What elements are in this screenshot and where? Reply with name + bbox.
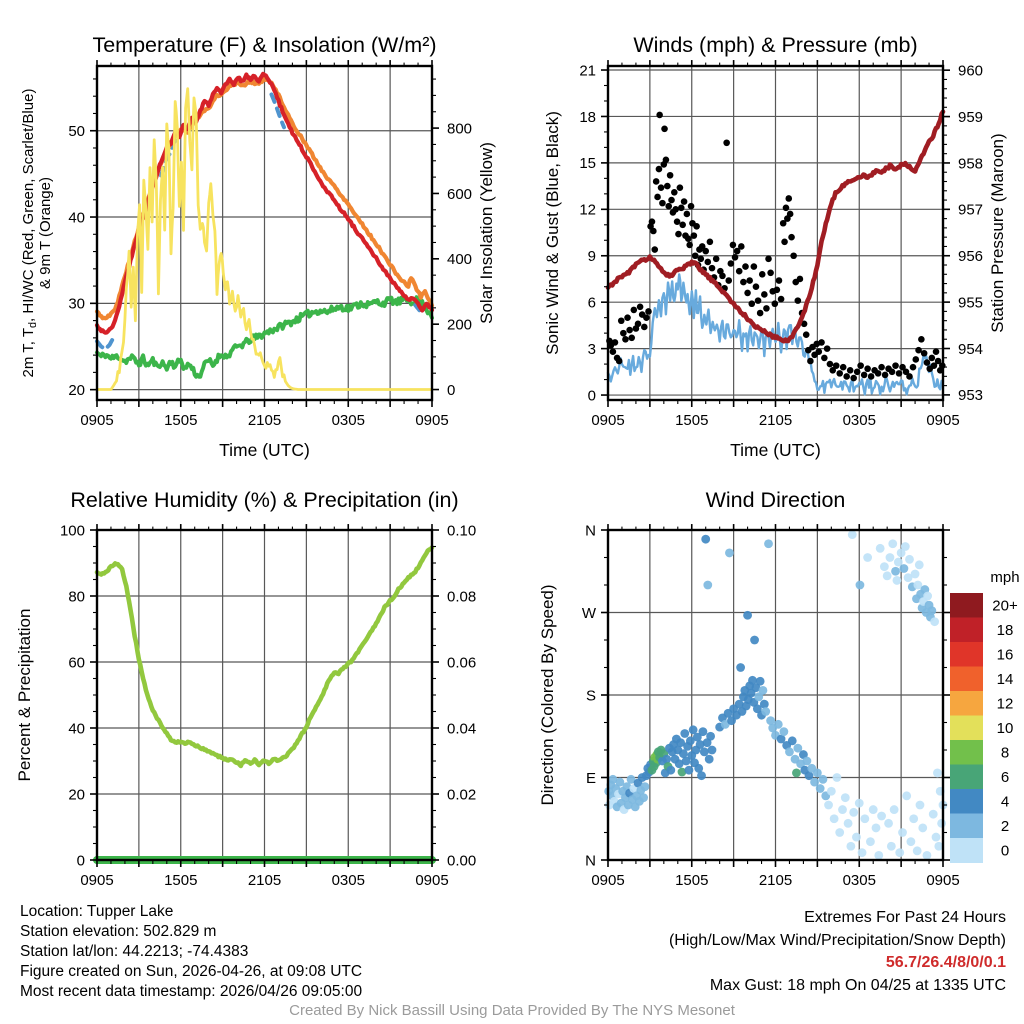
svg-text:956: 956 bbox=[958, 248, 984, 266]
svg-text:18: 18 bbox=[579, 108, 596, 126]
svg-text:40: 40 bbox=[68, 209, 85, 227]
svg-text:0905: 0905 bbox=[415, 872, 449, 889]
svg-text:30: 30 bbox=[68, 295, 85, 313]
svg-text:954: 954 bbox=[958, 340, 984, 358]
svg-text:6: 6 bbox=[1000, 768, 1010, 786]
svg-text:S: S bbox=[585, 687, 596, 705]
svg-text:mph: mph bbox=[990, 569, 1020, 586]
svg-text:Wind Direction: Wind Direction bbox=[705, 488, 846, 512]
svg-text:2105: 2105 bbox=[758, 872, 793, 889]
svg-text:0: 0 bbox=[1000, 842, 1010, 860]
svg-text:6: 6 bbox=[587, 294, 596, 312]
svg-text:21: 21 bbox=[579, 62, 596, 80]
svg-text:Percent & Precipitation: Percent & Precipitation bbox=[15, 608, 34, 782]
svg-text:Time (UTC): Time (UTC) bbox=[219, 440, 310, 460]
max-gust-line: Max Gust: 18 mph On 04/25 at 1335 UTC bbox=[709, 976, 1006, 994]
svg-text:400: 400 bbox=[447, 251, 473, 269]
extremes-subtitle: (High/Low/Max Wind/Precipitation/Snow Depth) bbox=[668, 931, 1006, 949]
svg-text:40: 40 bbox=[68, 720, 85, 738]
temperature-insolation-chart bbox=[0, 0, 512, 470]
svg-text:10: 10 bbox=[996, 719, 1014, 737]
svg-text:3: 3 bbox=[587, 340, 596, 358]
svg-text:Direction (Colored By Speed): Direction (Colored By Speed) bbox=[538, 584, 557, 806]
footer bbox=[0, 895, 1024, 1024]
svg-text:0905: 0905 bbox=[80, 412, 114, 429]
svg-text:1505: 1505 bbox=[675, 872, 709, 889]
svg-text:0305: 0305 bbox=[331, 412, 365, 429]
svg-text:0.10: 0.10 bbox=[447, 522, 477, 540]
svg-text:Station Pressure (Maroon): Station Pressure (Maroon) bbox=[988, 133, 1007, 333]
svg-text:0905: 0905 bbox=[926, 412, 960, 429]
svg-text:0305: 0305 bbox=[842, 872, 876, 889]
svg-text:0905: 0905 bbox=[415, 412, 449, 429]
extremes-title: Extremes For Past 24 Hours bbox=[804, 909, 1006, 926]
svg-text:N: N bbox=[585, 522, 596, 540]
svg-text:1505: 1505 bbox=[164, 872, 198, 889]
svg-text:Temperature (F) & Insolation (: Temperature (F) & Insolation (W/m²) bbox=[92, 33, 437, 57]
svg-text:2m T, Td, HI/WC (Red, Green, S: 2m T, $T_d$, HI/WC (Red, Green, Scarlet/Blue) bbox=[20, 88, 39, 378]
svg-text:0305: 0305 bbox=[331, 872, 365, 889]
svg-text:60: 60 bbox=[68, 654, 85, 672]
svg-text:0: 0 bbox=[447, 381, 456, 399]
svg-text:20: 20 bbox=[68, 786, 85, 804]
svg-text:957: 957 bbox=[958, 201, 984, 219]
svg-text:W: W bbox=[581, 604, 596, 622]
wind-direction-chart bbox=[512, 470, 1024, 895]
svg-text:14: 14 bbox=[996, 670, 1014, 688]
svg-text:18: 18 bbox=[996, 621, 1014, 639]
svg-text:Time (UTC): Time (UTC) bbox=[730, 440, 821, 460]
svg-text:80: 80 bbox=[68, 588, 85, 606]
svg-text:20+: 20+ bbox=[992, 597, 1018, 615]
svg-text:15: 15 bbox=[579, 155, 596, 173]
svg-text:12: 12 bbox=[579, 201, 596, 219]
svg-text:2105: 2105 bbox=[758, 412, 793, 429]
credit-line: Created By Nick Bassill Using Data Provided By The NYS Mesonet bbox=[289, 1002, 735, 1019]
latlon-line: Station lat/lon: 44.2213; -74.4383 bbox=[20, 943, 249, 960]
svg-text:955: 955 bbox=[958, 294, 984, 312]
station-info bbox=[20, 902, 362, 1002]
svg-text:0: 0 bbox=[76, 852, 85, 870]
svg-text:600: 600 bbox=[447, 185, 473, 203]
svg-text:958: 958 bbox=[958, 155, 984, 173]
svg-text:50: 50 bbox=[68, 123, 85, 141]
svg-text:2105: 2105 bbox=[247, 412, 282, 429]
svg-text:0.06: 0.06 bbox=[447, 654, 477, 672]
svg-text:0305: 0305 bbox=[842, 412, 876, 429]
svg-text:1505: 1505 bbox=[164, 412, 198, 429]
svg-text:953: 953 bbox=[958, 387, 984, 405]
svg-text:12: 12 bbox=[996, 695, 1014, 713]
figure-created-line: Figure created on Sun, 2026-04-26, at 09:08 UTC bbox=[20, 963, 363, 980]
svg-text:Sonic Wind & Gust (Blue, Black: Sonic Wind & Gust (Blue, Black) bbox=[543, 111, 562, 355]
humidity-precipitation-chart bbox=[0, 470, 512, 895]
winds-pressure-chart bbox=[512, 0, 1024, 470]
svg-text:200: 200 bbox=[447, 316, 473, 334]
extremes-info bbox=[669, 907, 1006, 997]
svg-text:0.04: 0.04 bbox=[447, 720, 477, 738]
svg-text:N: N bbox=[585, 852, 596, 870]
extremes-values: 56.7/26.4/8/0/0.1 bbox=[885, 954, 1006, 971]
svg-text:Solar Insolation (Yellow): Solar Insolation (Yellow) bbox=[477, 142, 496, 324]
svg-text:8: 8 bbox=[1000, 744, 1010, 762]
svg-text:0: 0 bbox=[587, 387, 596, 405]
svg-text:Winds (mph) & Pressure (mb): Winds (mph) & Pressure (mb) bbox=[633, 33, 918, 57]
svg-text:960: 960 bbox=[958, 62, 984, 80]
svg-text:E: E bbox=[585, 769, 596, 787]
svg-text:& 9m T (Orange): & 9m T (Orange) bbox=[37, 177, 54, 289]
svg-text:0905: 0905 bbox=[591, 412, 625, 429]
svg-text:0.08: 0.08 bbox=[447, 588, 477, 606]
svg-text:100: 100 bbox=[59, 522, 85, 540]
svg-text:0.00: 0.00 bbox=[447, 852, 477, 870]
svg-text:0905: 0905 bbox=[926, 872, 960, 889]
svg-text:0905: 0905 bbox=[591, 872, 625, 889]
elevation-line: Station elevation: 502.829 m bbox=[20, 923, 217, 940]
svg-text:9: 9 bbox=[587, 248, 596, 266]
svg-text:800: 800 bbox=[447, 120, 473, 138]
svg-text:1505: 1505 bbox=[675, 412, 709, 429]
svg-text:0.02: 0.02 bbox=[447, 786, 477, 804]
svg-text:0905: 0905 bbox=[80, 872, 114, 889]
location-line: Location: Tupper Lake bbox=[20, 903, 174, 920]
svg-text:2: 2 bbox=[1000, 817, 1010, 835]
svg-text:20: 20 bbox=[68, 381, 85, 399]
svg-text:959: 959 bbox=[958, 108, 984, 126]
svg-text:Relative Humidity (%) & Precip: Relative Humidity (%) & Precipitation (in) bbox=[70, 488, 459, 512]
svg-text:2105: 2105 bbox=[247, 872, 282, 889]
svg-text:4: 4 bbox=[1000, 793, 1010, 811]
svg-text:16: 16 bbox=[996, 646, 1014, 664]
data-timestamp-line: Most recent data timestamp: 2026/04/26 09:05:00 bbox=[20, 983, 363, 1000]
